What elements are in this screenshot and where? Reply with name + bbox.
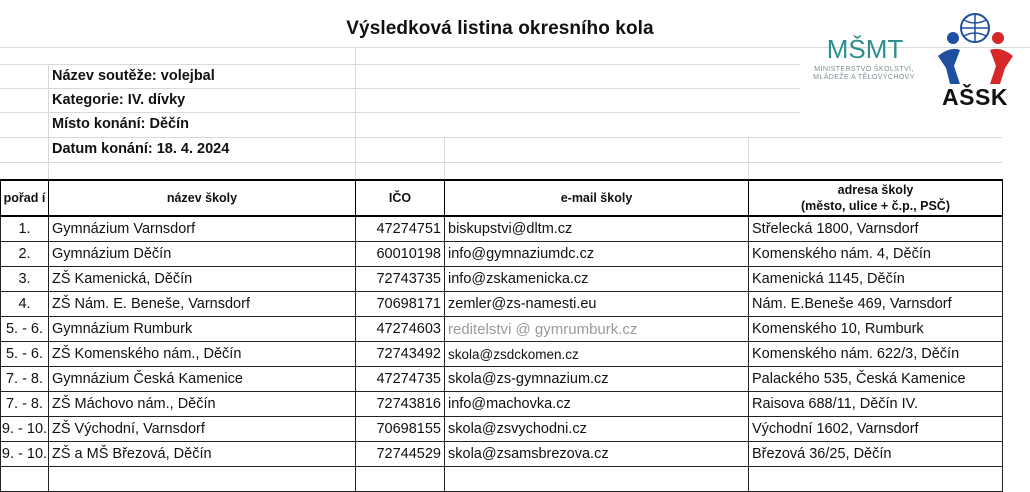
gridline: [0, 112, 800, 113]
gridline: [0, 137, 1002, 138]
cell-school[interactable]: ZŠ Komenského nám., Děčín: [49, 342, 356, 367]
cell-ico[interactable]: 70698171: [356, 292, 445, 317]
column-header-rank: pořad í: [1, 180, 49, 216]
cell-rank[interactable]: 5. - 6.: [1, 342, 49, 367]
cell-school[interactable]: Gymnázium Varnsdorf: [49, 216, 356, 242]
figure-head-icon: [947, 32, 959, 44]
cell-school[interactable]: Gymnázium Děčín: [49, 242, 356, 267]
cell-email[interactable]: zemler@zs-namesti.eu: [445, 292, 749, 317]
cell-rank[interactable]: 4.: [1, 292, 49, 317]
cell-school[interactable]: ZŠ Kamenická, Děčín: [49, 267, 356, 292]
cell-ico[interactable]: 47274751: [356, 216, 445, 242]
cell-address[interactable]: Komenského nám. 4, Děčín: [749, 242, 1003, 267]
table-row: [1, 216, 1003, 242]
cell-school[interactable]: ZŠ Máchovo nám., Děčín: [49, 392, 356, 417]
cell-email[interactable]: biskupstvi@dltm.cz: [445, 216, 749, 242]
table-row: [1, 367, 1003, 392]
table-row: [1, 242, 1003, 267]
results-table: [0, 179, 1003, 492]
cell-address[interactable]: Palackého 535, Česká Kamenice: [749, 367, 1003, 392]
cell-email[interactable]: [445, 467, 749, 492]
assk-logo-text: AŠSK: [942, 84, 1008, 110]
gridline: [48, 64, 49, 180]
figure-red-icon: [990, 49, 1013, 84]
cell-email[interactable]: skola@zs-gymnazium.cz: [445, 367, 749, 392]
gridline: [748, 137, 749, 180]
cell-email[interactable]: info@gymnaziumdc.cz: [445, 242, 749, 267]
figure-head-icon: [992, 32, 1004, 44]
table-header-row: [1, 180, 1003, 216]
table-row: [1, 267, 1003, 292]
cell-school[interactable]: ZŠ Nám. E. Beneše, Varnsdorf: [49, 292, 356, 317]
cell-email[interactable]: skola@zsdckomen.cz: [445, 342, 749, 367]
column-header-school: název školy: [49, 180, 356, 216]
figure-blue-icon: [938, 49, 960, 84]
cell-address[interactable]: [749, 467, 1003, 492]
event-date: Datum konání: 18. 4. 2024: [52, 141, 230, 157]
cell-address[interactable]: Raisova 688/11, Děčín IV.: [749, 392, 1003, 417]
msmt-logo-text: [793, 66, 935, 82]
venue: Místo konání: Děčín: [52, 116, 189, 132]
cell-ico[interactable]: 47274603: [356, 317, 445, 342]
column-header-address: [749, 180, 1003, 216]
table-row: [1, 467, 1003, 492]
cell-ico[interactable]: 72743816: [356, 392, 445, 417]
cell-rank[interactable]: 9. - 10.: [1, 417, 49, 442]
cell-school[interactable]: [49, 467, 356, 492]
gridline: [0, 88, 800, 89]
table-row: [1, 317, 1003, 342]
table-row: [1, 342, 1003, 367]
cell-school[interactable]: Gymnázium Česká Kamenice: [49, 367, 356, 392]
msmt-text-line: MLÁDEŽE A TĚLOVÝCHOVY: [813, 74, 915, 81]
cell-rank[interactable]: 1.: [1, 216, 49, 242]
category: Kategorie: IV. dívky: [52, 92, 186, 108]
cell-address[interactable]: Komenského nám. 622/3, Děčín: [749, 342, 1003, 367]
table-row: [1, 392, 1003, 417]
cell-email[interactable]: reditelstvi @ gymrumburk.cz: [445, 317, 749, 342]
cell-address[interactable]: Komenského 10, Rumburk: [749, 317, 1003, 342]
cell-ico[interactable]: 72744529: [356, 442, 445, 467]
cell-rank[interactable]: 9. - 10.: [1, 442, 49, 467]
column-header-ico: IČO: [356, 180, 445, 216]
cell-address[interactable]: Březová 36/25, Děčín: [749, 442, 1003, 467]
table-row: [1, 442, 1003, 467]
cell-rank[interactable]: 7. - 8.: [1, 367, 49, 392]
cell-school[interactable]: ZŠ Východní, Varnsdorf: [49, 417, 356, 442]
cell-address[interactable]: Východní 1602, Varnsdorf: [749, 417, 1003, 442]
cell-email[interactable]: info@machovka.cz: [445, 392, 749, 417]
cell-school[interactable]: Gymnázium Rumburk: [49, 317, 356, 342]
cell-ico[interactable]: 72743492: [356, 342, 445, 367]
cell-address[interactable]: Střelecká 1800, Varnsdorf: [749, 216, 1003, 242]
cell-email[interactable]: skola@zsvychodni.cz: [445, 417, 749, 442]
column-header-email: e-mail školy: [445, 180, 749, 216]
cell-rank[interactable]: 3.: [1, 267, 49, 292]
gridline: [0, 64, 800, 65]
address-header-line: adresa školy: [837, 183, 914, 197]
page-title: Výsledková listina okresního kola: [346, 18, 654, 39]
cell-school[interactable]: ZŠ a MŠ Březová, Děčín: [49, 442, 356, 467]
table-row: [1, 417, 1003, 442]
gridline: [355, 47, 356, 180]
cell-rank[interactable]: [1, 467, 49, 492]
cell-ico[interactable]: 70698155: [356, 417, 445, 442]
table-row: [1, 292, 1003, 317]
cell-rank[interactable]: 2.: [1, 242, 49, 267]
cell-email[interactable]: skola@zsamsbrezova.cz: [445, 442, 749, 467]
cell-ico[interactable]: 72743735: [356, 267, 445, 292]
cell-ico[interactable]: 60010198: [356, 242, 445, 267]
competition-name: Název soutěže: volejbal: [52, 68, 215, 84]
msmt-text-line: MINISTERSTVO ŠKOLSTVÍ,: [814, 66, 914, 73]
cell-rank[interactable]: 7. - 8.: [1, 392, 49, 417]
cell-rank[interactable]: 5. - 6.: [1, 317, 49, 342]
gridline: [444, 137, 445, 180]
gridline: [0, 162, 1002, 163]
cell-address[interactable]: Nám. E.Beneše 469, Varnsdorf: [749, 292, 1003, 317]
address-header-line: (město, ulice + č.p., PSČ): [801, 199, 950, 213]
cell-ico[interactable]: 47274735: [356, 367, 445, 392]
cell-address[interactable]: Kamenická 1145, Děčín: [749, 267, 1003, 292]
cell-email[interactable]: info@zskamenicka.cz: [445, 267, 749, 292]
msmt-mark: MŠMT: [826, 34, 904, 64]
cell-ico[interactable]: [356, 467, 445, 492]
